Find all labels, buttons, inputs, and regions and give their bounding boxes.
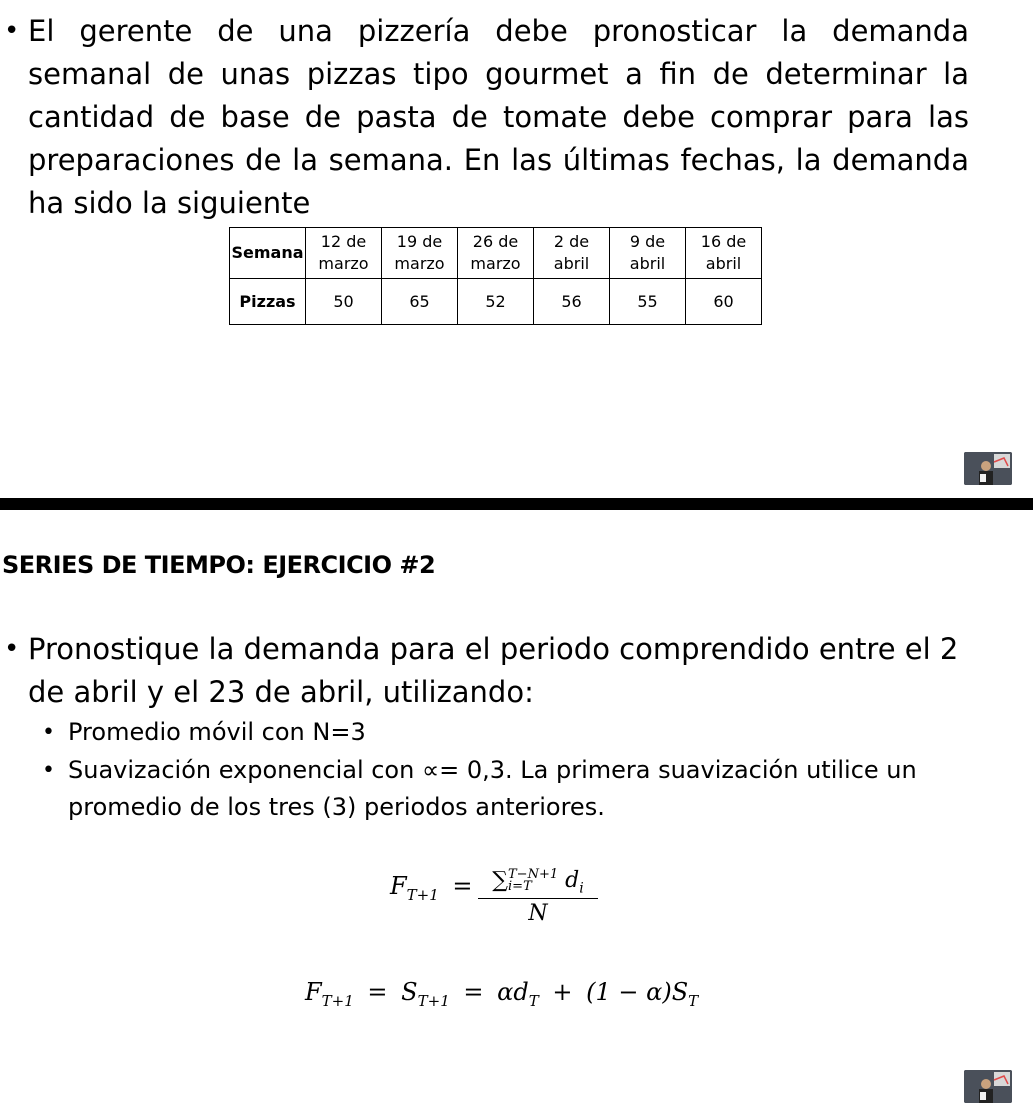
pizzas-cell: 65 [382, 279, 458, 325]
bullet-dot: • [4, 634, 20, 664]
week-line2: abril [705, 254, 742, 273]
row-header-pizzas: Pizzas [230, 279, 306, 325]
fraction-numerator: ∑ T−N+1 i=T $d_i$ [478, 868, 598, 899]
slide1-paragraph: El gerente de una pizzería debe pronosticar la demanda semanal de unas pizzas tipo gourmet a fin de determinar la cantidad de base de pasta de tomate debe comprar para las preparaciones de la semana. En las últimas fechas, la demanda ha sido la siguiente [28, 14, 969, 220]
formula-moving-average [390, 872, 479, 904]
sub-bullet-dot: • [42, 720, 55, 745]
week-line1: 16 de [700, 232, 747, 251]
week-line2: abril [629, 254, 666, 273]
row-header-semana: Semana [230, 228, 306, 279]
pizzas-cell: 52 [458, 279, 534, 325]
section-title: SERIES DE TIEMPO: EJERCICIO #2 [2, 551, 436, 579]
slide-divider [0, 498, 1033, 510]
bullet-dot: • [4, 16, 20, 46]
presenter-image-icon [964, 452, 1012, 485]
week-cell [458, 228, 534, 279]
week-line1: 19 de [396, 232, 443, 251]
presenter-image-icon [964, 1070, 1012, 1103]
sub-bullet-dot: • [42, 758, 55, 783]
sub-item-exponential-smoothing: Suavización exponencial con ∝= 0,3. La primera suavización utilice un promedio de los tres (3) periodos anteriores. [68, 756, 917, 821]
formula-fraction [478, 868, 598, 926]
slide2-paragraph: Pronostique la demanda para el periodo comprendido entre el 2 de abril y el 23 de abril, utilizando: [28, 632, 959, 709]
presenter-thumbnail [964, 452, 1012, 485]
equals-sign: = [452, 872, 473, 900]
week-line2: marzo [318, 254, 369, 273]
presenter-thumbnail [964, 1070, 1012, 1103]
table-row [230, 279, 762, 325]
formula-lhs: $F_{T+1}$ [390, 872, 439, 904]
sub-item-moving-average: Promedio móvil con N=3 [68, 718, 366, 746]
week-line1: 26 de [472, 232, 519, 251]
week-cell [306, 228, 382, 279]
table-row [230, 228, 762, 279]
fraction-denominator: N [528, 901, 548, 927]
pizzas-cell: 50 [306, 279, 382, 325]
formula-exponential-smoothing: $F_{T+1} = S_{T+1} = \alpha d_T + (1 - \alpha)S_T$ [305, 978, 699, 1010]
pizzas-cell: 56 [534, 279, 610, 325]
week-line1: 9 de [629, 232, 666, 251]
pizzas-cell: 55 [610, 279, 686, 325]
week-line2: marzo [394, 254, 445, 273]
week-line1: 12 de [320, 232, 367, 251]
week-line2: marzo [470, 254, 521, 273]
week-cell [534, 228, 610, 279]
week-cell [382, 228, 458, 279]
week-cell [610, 228, 686, 279]
pizzas-cell: 60 [686, 279, 762, 325]
week-line2: abril [553, 254, 590, 273]
demand-table [229, 227, 762, 325]
week-cell [686, 228, 762, 279]
week-line1: 2 de [553, 232, 590, 251]
